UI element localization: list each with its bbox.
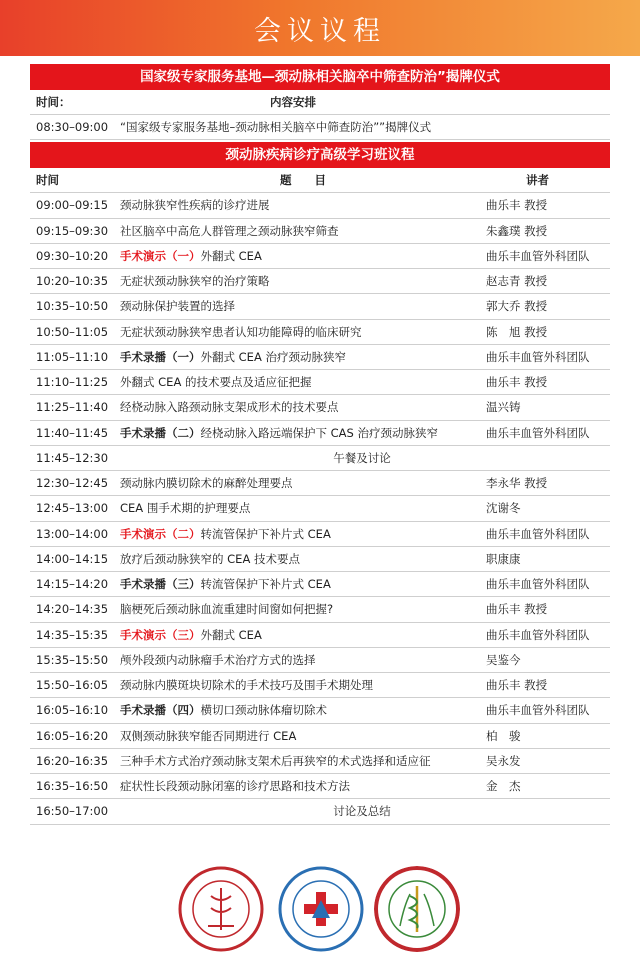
break-row: [30, 446, 610, 471]
session-topic-cell: [114, 273, 486, 289]
session-time: 13:00–14:00: [36, 526, 109, 541]
session-type-tag: 手术录播（三）: [120, 577, 201, 592]
session-time: 14:15–14:20: [36, 577, 109, 592]
session-topic: 三种手术方式治疗颈动脉支架术后再狭窄的术式选择和适应征: [120, 753, 431, 768]
session-time: 11:10–11:25: [36, 375, 109, 390]
ceremony-content-header: 内容安排: [270, 95, 316, 109]
session-type-tag: 手术演示（三）: [120, 627, 201, 642]
page-header: [0, 0, 640, 56]
session-time: 11:25–11:40: [36, 400, 109, 415]
session-topic-cell: [114, 324, 486, 340]
session-time: 15:50–16:05: [36, 678, 109, 693]
session-speaker: 曲乐丰血管外科团队: [486, 577, 590, 592]
session-speaker: 温兴铸: [486, 400, 521, 415]
session-time: 09:15–09:30: [36, 223, 109, 238]
session-speaker: 曲乐丰 教授: [486, 602, 548, 617]
session-topic-cell: [114, 475, 486, 491]
session-speaker: 曲乐丰血管外科团队: [486, 526, 590, 541]
break-row: [30, 799, 610, 824]
session-time: 10:20–10:35: [36, 274, 109, 289]
session-time: 12:30–12:45: [36, 476, 109, 491]
university-seal-logo: [178, 866, 264, 952]
session-time: 10:50–11:05: [36, 324, 109, 339]
session-time: 14:00–14:15: [36, 551, 109, 566]
session-speaker: 郭大乔 教授: [486, 299, 548, 314]
schedule-row: [30, 370, 610, 395]
session-topic-cell: [114, 728, 486, 744]
session-time: 16:20–16:35: [36, 753, 109, 768]
schedule-row: [30, 294, 610, 319]
course-schedule: [30, 168, 610, 825]
session-topic: 转流管保护下补片式 CEA: [200, 577, 331, 592]
session-time: 11:05–11:10: [36, 349, 109, 364]
session-speaker: 曲乐丰血管外科团队: [486, 425, 590, 440]
session-speaker: 曲乐丰 教授: [486, 678, 548, 693]
schedule-row: [30, 471, 610, 496]
schedule-row: [30, 673, 610, 698]
schedule-row: [30, 724, 610, 749]
session-topic-cell: [114, 576, 486, 592]
session-topic-cell: [114, 349, 486, 365]
session-topic: 放疗后颈动脉狭窄的 CEA 技术要点: [120, 551, 300, 566]
session-type-tag: 手术录播（二）: [120, 425, 201, 440]
schedule-row: [30, 572, 610, 597]
schedule-row: [30, 421, 610, 446]
session-topic-cell: [114, 223, 486, 239]
association-seal-logo: [374, 866, 460, 952]
hospital-seal-logo: [278, 866, 364, 952]
session-topic: 经桡动脉入路远端保护下 CAS 治疗颈动脉狭窄: [200, 425, 439, 440]
session-speaker: 曲乐丰血管外科团队: [486, 703, 590, 718]
session-time: 16:05–16:20: [36, 728, 109, 743]
page-title: 会议议程: [254, 15, 386, 47]
session-topic: 外翻式 CEA: [200, 627, 262, 642]
session-topic-cell: [114, 551, 486, 567]
schedule-row: [30, 496, 610, 521]
session-topic-cell: [114, 601, 486, 617]
schedule-row: [30, 269, 610, 294]
session-speaker: 陈 旭 教授: [486, 324, 548, 339]
schedule-row: [30, 395, 610, 420]
session-speaker: 李永华 教授: [486, 476, 548, 491]
break-label: 午餐及讨论: [333, 450, 391, 465]
session-topic: 颅外段颈内动脉瘤手术治疗方式的选择: [120, 652, 316, 667]
session-speaker: 沈谢冬: [486, 501, 521, 516]
session-type-tag: 手术演示（一）: [120, 248, 201, 263]
session-speaker: 曲乐丰血管外科团队: [486, 627, 590, 642]
course-header-row: [30, 168, 610, 193]
session-speaker: 赵志青 教授: [486, 274, 548, 289]
ceremony-content: “国家级专家服务基地–颈动脉相关脑卒中筛查防治””揭牌仪式: [120, 120, 432, 134]
schedule-row: [30, 547, 610, 572]
schedule-row: [30, 648, 610, 673]
session-topic-cell: [114, 526, 486, 542]
session-time: 09:30–10:20: [36, 248, 109, 263]
session-type-tag: 手术演示（二）: [120, 526, 201, 541]
agenda: [30, 64, 610, 825]
ceremony-banner: 国家级专家服务基地—颈动脉相关脑卒中筛查防治”揭牌仪式: [30, 64, 610, 90]
session-time: 11:45–12:30: [36, 450, 109, 465]
session-topic: 脑梗死后颈动脉血流重建时间窗如何把握?: [120, 602, 334, 617]
schedule-row: [30, 749, 610, 774]
session-speaker: 柏 骏: [486, 728, 521, 743]
session-time: 15:35–15:50: [36, 652, 109, 667]
session-speaker: 朱鑫璞 教授: [486, 223, 548, 238]
session-topic-cell: [114, 298, 486, 314]
logo-strip: [0, 866, 640, 956]
session-topic-cell: [114, 778, 486, 794]
schedule-row: [30, 698, 610, 723]
session-topic: 外翻式 CEA 的技术要点及适应征把握: [120, 375, 312, 390]
session-speaker: 曲乐丰血管外科团队: [486, 248, 590, 263]
session-topic-cell: [114, 753, 486, 769]
session-topic: 外翻式 CEA: [200, 248, 262, 263]
session-topic: 横切口颈动脉体瘤切除术: [200, 703, 327, 718]
speaker-column-header: 讲者: [526, 173, 549, 188]
session-time: 10:35–10:50: [36, 299, 109, 314]
session-time: 14:35–15:35: [36, 627, 109, 642]
session-time: 14:20–14:35: [36, 602, 109, 617]
ceremony-time-header: 时间：: [36, 95, 71, 109]
session-topic: 症状性长段颈动脉闭塞的诊疗思路和技术方法: [120, 779, 350, 794]
schedule-row: [30, 522, 610, 547]
session-topic-cell: [114, 374, 486, 390]
schedule-row: [30, 193, 610, 218]
schedule-row: [30, 219, 610, 244]
session-speaker: 曲乐丰 教授: [486, 198, 548, 213]
session-topic: 无症状颈动脉狭窄的治疗策略: [120, 274, 270, 289]
session-topic: 转流管保护下补片式 CEA: [200, 526, 331, 541]
session-topic-cell: [114, 627, 486, 643]
session-type-tag: 手术录播（一）: [120, 349, 201, 364]
session-topic-cell: [114, 500, 486, 516]
session-speaker: 曲乐丰血管外科团队: [486, 349, 590, 364]
schedule-row: [30, 320, 610, 345]
session-time: 09:00–09:15: [36, 198, 109, 213]
schedule-row: [30, 244, 610, 269]
session-topic: 颈动脉保护装置的选择: [120, 299, 235, 314]
session-topic-cell: [114, 677, 486, 693]
session-speaker: 吴鉴今: [486, 652, 521, 667]
session-topic: 颈动脉狭窄性疾病的诊疗进展: [120, 198, 270, 213]
session-speaker: 金 杰: [486, 779, 521, 794]
session-topic-cell: [114, 197, 486, 213]
session-time: 16:35–16:50: [36, 779, 109, 794]
session-speaker: 曲乐丰 教授: [486, 375, 548, 390]
session-time: 12:45–13:00: [36, 501, 109, 516]
session-topic: 颈动脉内膜斑块切除术的手术技巧及围手术期处理: [120, 678, 373, 693]
break-label: 讨论及总结: [333, 804, 391, 819]
session-topic-cell: [114, 248, 486, 264]
session-time: 16:05–16:10: [36, 703, 109, 718]
session-speaker: 吴永发: [486, 753, 521, 768]
session-topic: 外翻式 CEA 治疗颈动脉狭窄: [200, 349, 346, 364]
session-topic-cell: [114, 702, 486, 718]
schedule-row: [30, 623, 610, 648]
schedule-row: [30, 774, 610, 799]
session-topic-cell: [114, 399, 486, 415]
session-topic: CEA 围手术期的护理要点: [120, 501, 251, 516]
session-topic: 社区脑卒中高危人群管理之颈动脉狭窄筛查: [120, 223, 339, 238]
session-speaker: 职康康: [486, 551, 521, 566]
time-column-header: 时间: [36, 173, 59, 188]
schedule-row: [30, 345, 610, 370]
ceremony-time: 08:30–09:00: [36, 120, 109, 134]
ceremony-header-row: [30, 90, 610, 115]
session-topic: 颈动脉内膜切除术的麻醉处理要点: [120, 476, 293, 491]
session-topic-cell: [114, 652, 486, 668]
ceremony-row: [30, 115, 610, 140]
session-time: 11:40–11:45: [36, 425, 109, 440]
schedule-row: [30, 597, 610, 622]
session-time: 16:50–17:00: [36, 804, 109, 819]
topic-column-header: 题 目: [280, 173, 326, 188]
course-banner: 颈动脉疾病诊疗高级学习班议程: [30, 142, 610, 168]
session-topic: 无症状颈动脉狭窄患者认知功能障碍的临床研究: [120, 324, 362, 339]
session-type-tag: 手术录播（四）: [120, 703, 201, 718]
session-topic: 双侧颈动脉狭窄能否同期进行 CEA: [120, 728, 297, 743]
session-topic: 经桡动脉入路颈动脉支架成形术的技术要点: [120, 400, 339, 415]
session-topic-cell: [114, 425, 486, 441]
